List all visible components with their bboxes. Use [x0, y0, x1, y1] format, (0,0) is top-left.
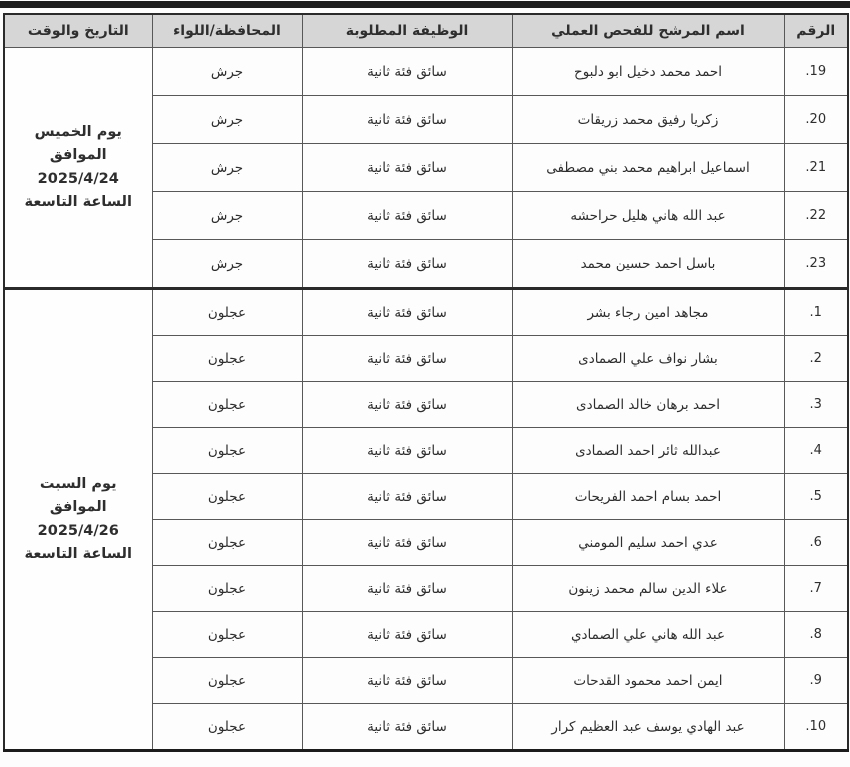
cell-candidate-name: احمد برهان خالد الصمادى	[512, 382, 784, 428]
col-header-candidate-name: اسم المرشح للفحص العملي	[512, 14, 784, 48]
cell-number: 10.	[784, 704, 848, 751]
cell-governorate: عجلون	[152, 520, 302, 566]
datetime-line: الساعة التاسعة	[24, 193, 132, 210]
top-border-bar	[0, 1, 850, 8]
cell-number: 2.	[784, 336, 848, 382]
cell-number: 20.	[784, 96, 848, 144]
datetime-line: الموافق	[49, 147, 107, 164]
cell-candidate-name: احمد محمد دخيل ابو دلبوح	[512, 48, 784, 96]
cell-number: 3.	[784, 382, 848, 428]
table-body	[4, 48, 848, 751]
cell-governorate: جرش	[152, 48, 302, 96]
cell-governorate: عجلون	[152, 428, 302, 474]
cell-requested-job: سائق فئة ثانية	[302, 96, 512, 144]
cell-candidate-name: ايمن احمد محمود القدحات	[512, 658, 784, 704]
datetime-line: 2025/4/24	[37, 170, 119, 187]
datetime-line: الساعة التاسعة	[24, 545, 132, 562]
cell-candidate-name: عبد الله هاني هليل حراحشه	[512, 192, 784, 240]
cell-requested-job: سائق فئة ثانية	[302, 240, 512, 289]
cell-number: 23.	[784, 240, 848, 289]
cell-governorate: جرش	[152, 240, 302, 289]
datetime-line: يوم السبت	[39, 476, 117, 493]
header-row	[4, 14, 848, 48]
cell-requested-job: سائق فئة ثانية	[302, 704, 512, 751]
cell-number: 21.	[784, 144, 848, 192]
cell-requested-job: سائق فئة ثانية	[302, 474, 512, 520]
cell-governorate: جرش	[152, 96, 302, 144]
cell-candidate-name: باسل احمد حسين محمد	[512, 240, 784, 289]
cell-number: 1.	[784, 289, 848, 336]
cell-candidate-name: علاء الدين سالم محمد زينون	[512, 566, 784, 612]
cell-number: 6.	[784, 520, 848, 566]
cell-governorate: عجلون	[152, 658, 302, 704]
cell-candidate-name: عدي احمد سليم المومني	[512, 520, 784, 566]
exam-schedule-table	[3, 13, 849, 752]
table-row	[4, 48, 848, 96]
cell-requested-job: سائق فئة ثانية	[302, 658, 512, 704]
cell-governorate: عجلون	[152, 612, 302, 658]
cell-candidate-name: اسماعيل ابراهيم محمد بني مصطفى	[512, 144, 784, 192]
col-header-number: الرقم	[784, 14, 848, 48]
cell-candidate-name: عبد الله هاني علي الصمادي	[512, 612, 784, 658]
cell-number: 22.	[784, 192, 848, 240]
cell-candidate-name: عبدالله ثائر احمد الصمادى	[512, 428, 784, 474]
cell-requested-job: سائق فئة ثانية	[302, 612, 512, 658]
cell-governorate: عجلون	[152, 704, 302, 751]
datetime-line: يوم الخميس	[34, 124, 122, 141]
cell-number: 9.	[784, 658, 848, 704]
cell-governorate: عجلون	[152, 336, 302, 382]
datetime-line: الموافق	[49, 499, 107, 516]
cell-candidate-name: مجاهد امين رجاء بشر	[512, 289, 784, 336]
cell-candidate-name: بشار نواف علي الصمادى	[512, 336, 784, 382]
table-header	[4, 14, 848, 48]
cell-requested-job: سائق فئة ثانية	[302, 144, 512, 192]
cell-governorate: عجلون	[152, 382, 302, 428]
cell-requested-job: سائق فئة ثانية	[302, 48, 512, 96]
cell-requested-job: سائق فئة ثانية	[302, 566, 512, 612]
cell-requested-job: سائق فئة ثانية	[302, 520, 512, 566]
col-header-datetime: التاريخ والوقت	[4, 14, 152, 48]
cell-number: 5.	[784, 474, 848, 520]
datetime-line: 2025/4/26	[37, 522, 119, 539]
cell-number: 4.	[784, 428, 848, 474]
cell-number: 19.	[784, 48, 848, 96]
cell-requested-job: سائق فئة ثانية	[302, 289, 512, 336]
cell-requested-job: سائق فئة ثانية	[302, 336, 512, 382]
cell-governorate: جرش	[152, 144, 302, 192]
col-header-requested-job: الوظيفة المطلوبة	[302, 14, 512, 48]
cell-candidate-name: زكريا رفيق محمد زريقات	[512, 96, 784, 144]
cell-candidate-name: احمد بسام احمد الفريحات	[512, 474, 784, 520]
table-row	[4, 289, 848, 336]
cell-datetime	[4, 48, 152, 289]
cell-candidate-name: عبد الهادي يوسف عبد العظيم كرار	[512, 704, 784, 751]
cell-governorate: عجلون	[152, 474, 302, 520]
cell-requested-job: سائق فئة ثانية	[302, 382, 512, 428]
cell-requested-job: سائق فئة ثانية	[302, 428, 512, 474]
cell-governorate: عجلون	[152, 289, 302, 336]
cell-number: 7.	[784, 566, 848, 612]
cell-governorate: جرش	[152, 192, 302, 240]
cell-datetime	[4, 289, 152, 751]
cell-governorate: عجلون	[152, 566, 302, 612]
cell-number: 8.	[784, 612, 848, 658]
col-header-governorate: المحافظة/اللواء	[152, 14, 302, 48]
cell-requested-job: سائق فئة ثانية	[302, 192, 512, 240]
